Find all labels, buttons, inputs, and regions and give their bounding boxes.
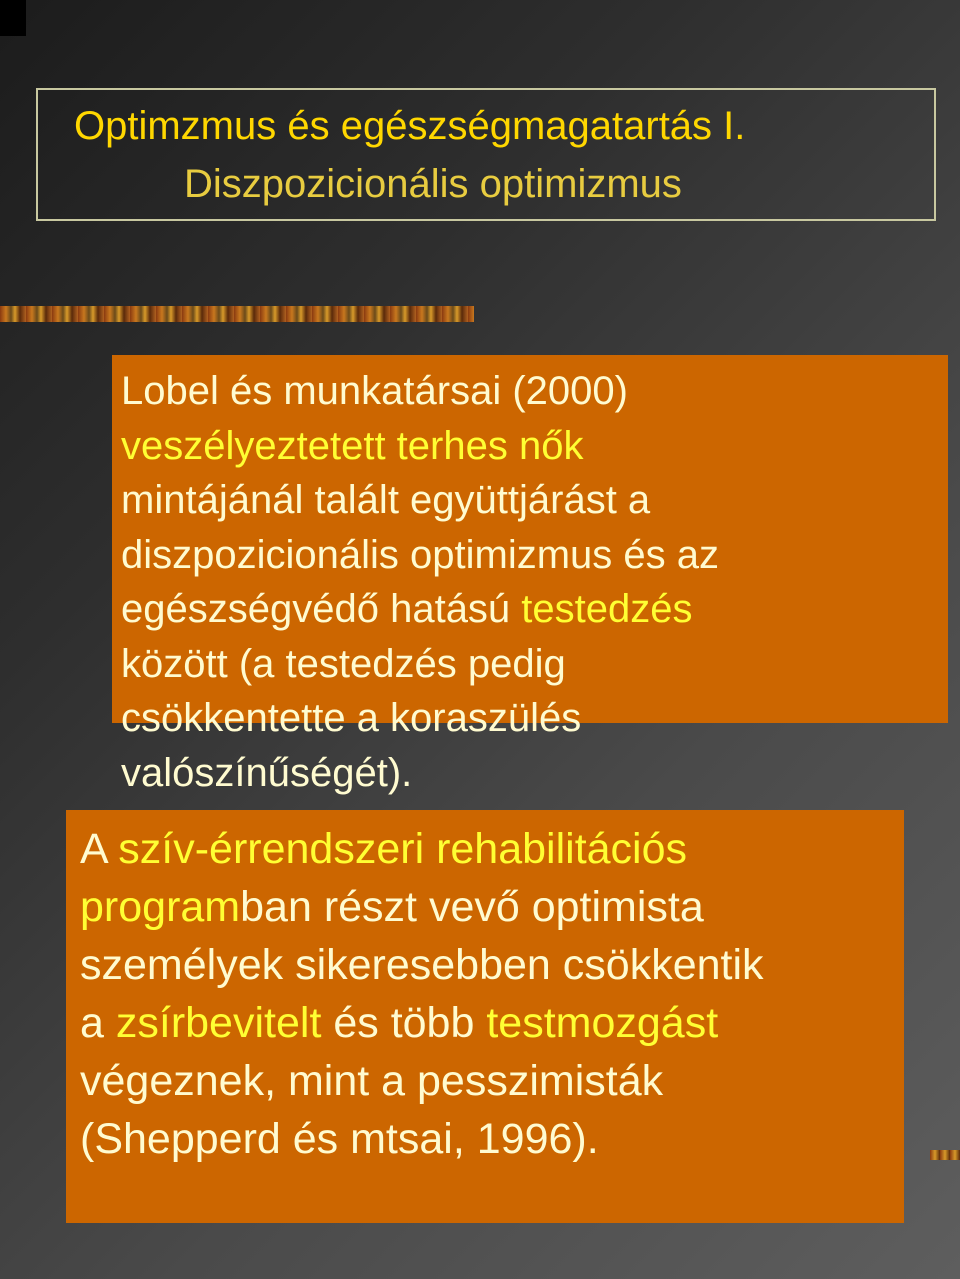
paragraph-lobel [121, 364, 941, 800]
para1-line: Lobel és munkatársai (2000) [121, 369, 628, 413]
para1-text: egészségvédő hatású [121, 587, 522, 631]
para1-line: valószínűségét). [121, 750, 413, 795]
para1-line: csökkentette a koraszülés [121, 696, 582, 740]
para1-line: diszpozicionális optimizmus és az [121, 532, 720, 577]
para1-highlight: testedzés [521, 587, 693, 631]
para2-line: személyek sikeresebben csökkentik [80, 941, 764, 989]
para2-text: a [80, 999, 116, 1047]
para2-line [80, 820, 900, 878]
para1-line: mintájánál talált együttjárást a [121, 478, 651, 522]
paragraph-shepperd [80, 820, 900, 1168]
para2-text: ban részt vevő optimista [240, 883, 704, 931]
para1-line: között (a testedzés pedig [121, 641, 566, 686]
slide-title-box [36, 88, 936, 221]
para2-text: és több [321, 999, 487, 1047]
para2-line: végeznek, mint a pesszimisták [80, 1057, 664, 1105]
para2-highlight: program [80, 883, 241, 931]
para2-highlight: testmozgást [486, 999, 719, 1047]
para1-line-highlight: veszélyeztetett terhes nők [121, 423, 584, 468]
slide-subtitle: Diszpozicionális optimizmus [184, 162, 682, 206]
para2-highlight: zsírbevitelt [115, 999, 322, 1047]
decorative-stripe-right [930, 1150, 960, 1160]
para2-highlight: szív-érrendszeri rehabilitációs [118, 825, 688, 873]
para2-line [80, 878, 900, 936]
corner-mark [0, 0, 26, 36]
para2-text: A [80, 825, 119, 873]
para2-line [80, 994, 900, 1052]
para2-line: (Shepperd és mtsai, 1996). [80, 1115, 599, 1163]
slide-title: Optimzmus és egészségmagatartás I. [74, 104, 746, 148]
para1-line [121, 582, 941, 637]
decorative-stripe [0, 306, 474, 322]
